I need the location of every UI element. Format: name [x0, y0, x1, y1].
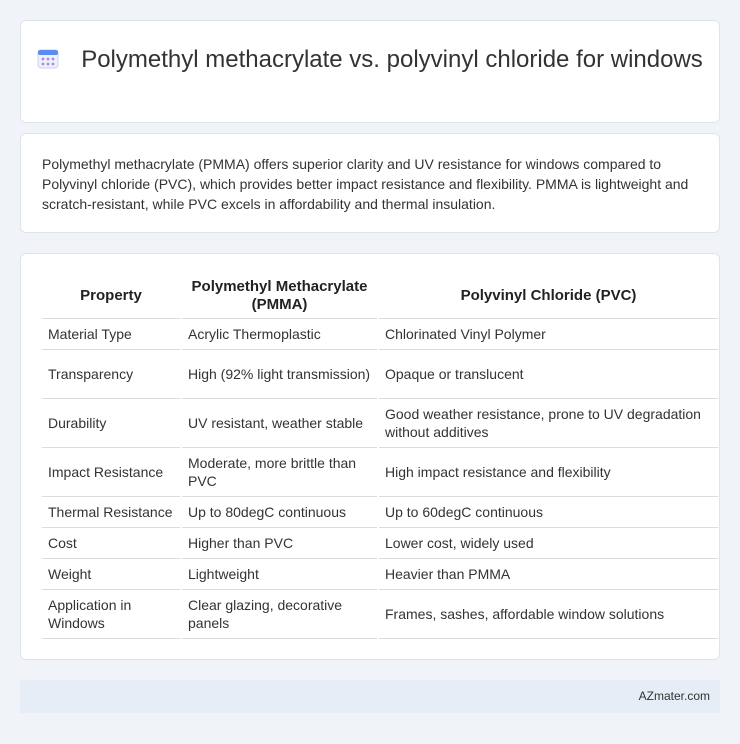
cell-pvc: Lower cost, widely used [378, 527, 718, 558]
table-row [42, 527, 718, 558]
table-header-row [42, 275, 718, 318]
table-row [42, 447, 718, 496]
cell-property: Weight [42, 558, 181, 589]
header-property: Property [42, 275, 181, 318]
comparison-card [20, 253, 720, 660]
footer-brand: AZmater.com [638, 689, 710, 703]
cell-property: Cost [42, 527, 181, 558]
cell-pmma: Higher than PVC [181, 527, 378, 558]
cell-pvc: High impact resistance and flexibility [378, 447, 718, 496]
cell-pmma: Moderate, more brittle than PVC [181, 447, 378, 496]
cell-property: Transparency [42, 349, 181, 398]
cell-pvc: Heavier than PMMA [378, 558, 718, 589]
cell-pmma: Lightweight [181, 558, 378, 589]
cell-pmma: High (92% light transmission) [181, 349, 378, 398]
comparison-table [42, 275, 718, 639]
table-row [42, 496, 718, 527]
cell-property: Material Type [42, 318, 181, 349]
cell-property: Thermal Resistance [42, 496, 181, 527]
table-row [42, 558, 718, 589]
cell-pmma: Clear glazing, decorative panels [181, 589, 378, 638]
footer-bar [20, 680, 720, 713]
cell-pvc: Chlorinated Vinyl Polymer [378, 318, 718, 349]
title-wrap [21, 45, 719, 74]
cell-property: Impact Resistance [42, 447, 181, 496]
cell-property: Application in Windows [42, 589, 181, 638]
cell-pvc: Good weather resistance, prone to UV degradation without additives [378, 398, 718, 447]
cell-pmma: Up to 80degC continuous [181, 496, 378, 527]
table-row [42, 349, 718, 398]
table-row [42, 398, 718, 447]
title-card [20, 20, 720, 123]
cell-pmma: UV resistant, weather stable [181, 398, 378, 447]
summary-text: Polymethyl methacrylate (PMMA) offers superior clarity and UV resistance for windows compared to Polyvinyl chloride (PVC), which provides better impact resistance and flexibility. PMMA is lightweight and scratch-resistant, while PVC excels in affordability and thermal insulation. [42, 156, 689, 212]
header-pvc: Polyvinyl Chloride (PVC) [378, 275, 718, 318]
cell-pmma: Acrylic Thermoplastic [181, 318, 378, 349]
calendar-icon [37, 47, 59, 69]
table-row [42, 318, 718, 349]
cell-pvc: Opaque or translucent [378, 349, 718, 398]
table-row [42, 589, 718, 638]
summary-card [20, 133, 720, 233]
header-pmma: Polymethyl Methacrylate (PMMA) [181, 275, 378, 318]
cell-property: Durability [42, 398, 181, 447]
cell-pvc: Frames, sashes, affordable window solutions [378, 589, 718, 638]
page-title: Polymethyl methacrylate vs. polyvinyl chloride for windows [81, 46, 703, 73]
cell-pvc: Up to 60degC continuous [378, 496, 718, 527]
